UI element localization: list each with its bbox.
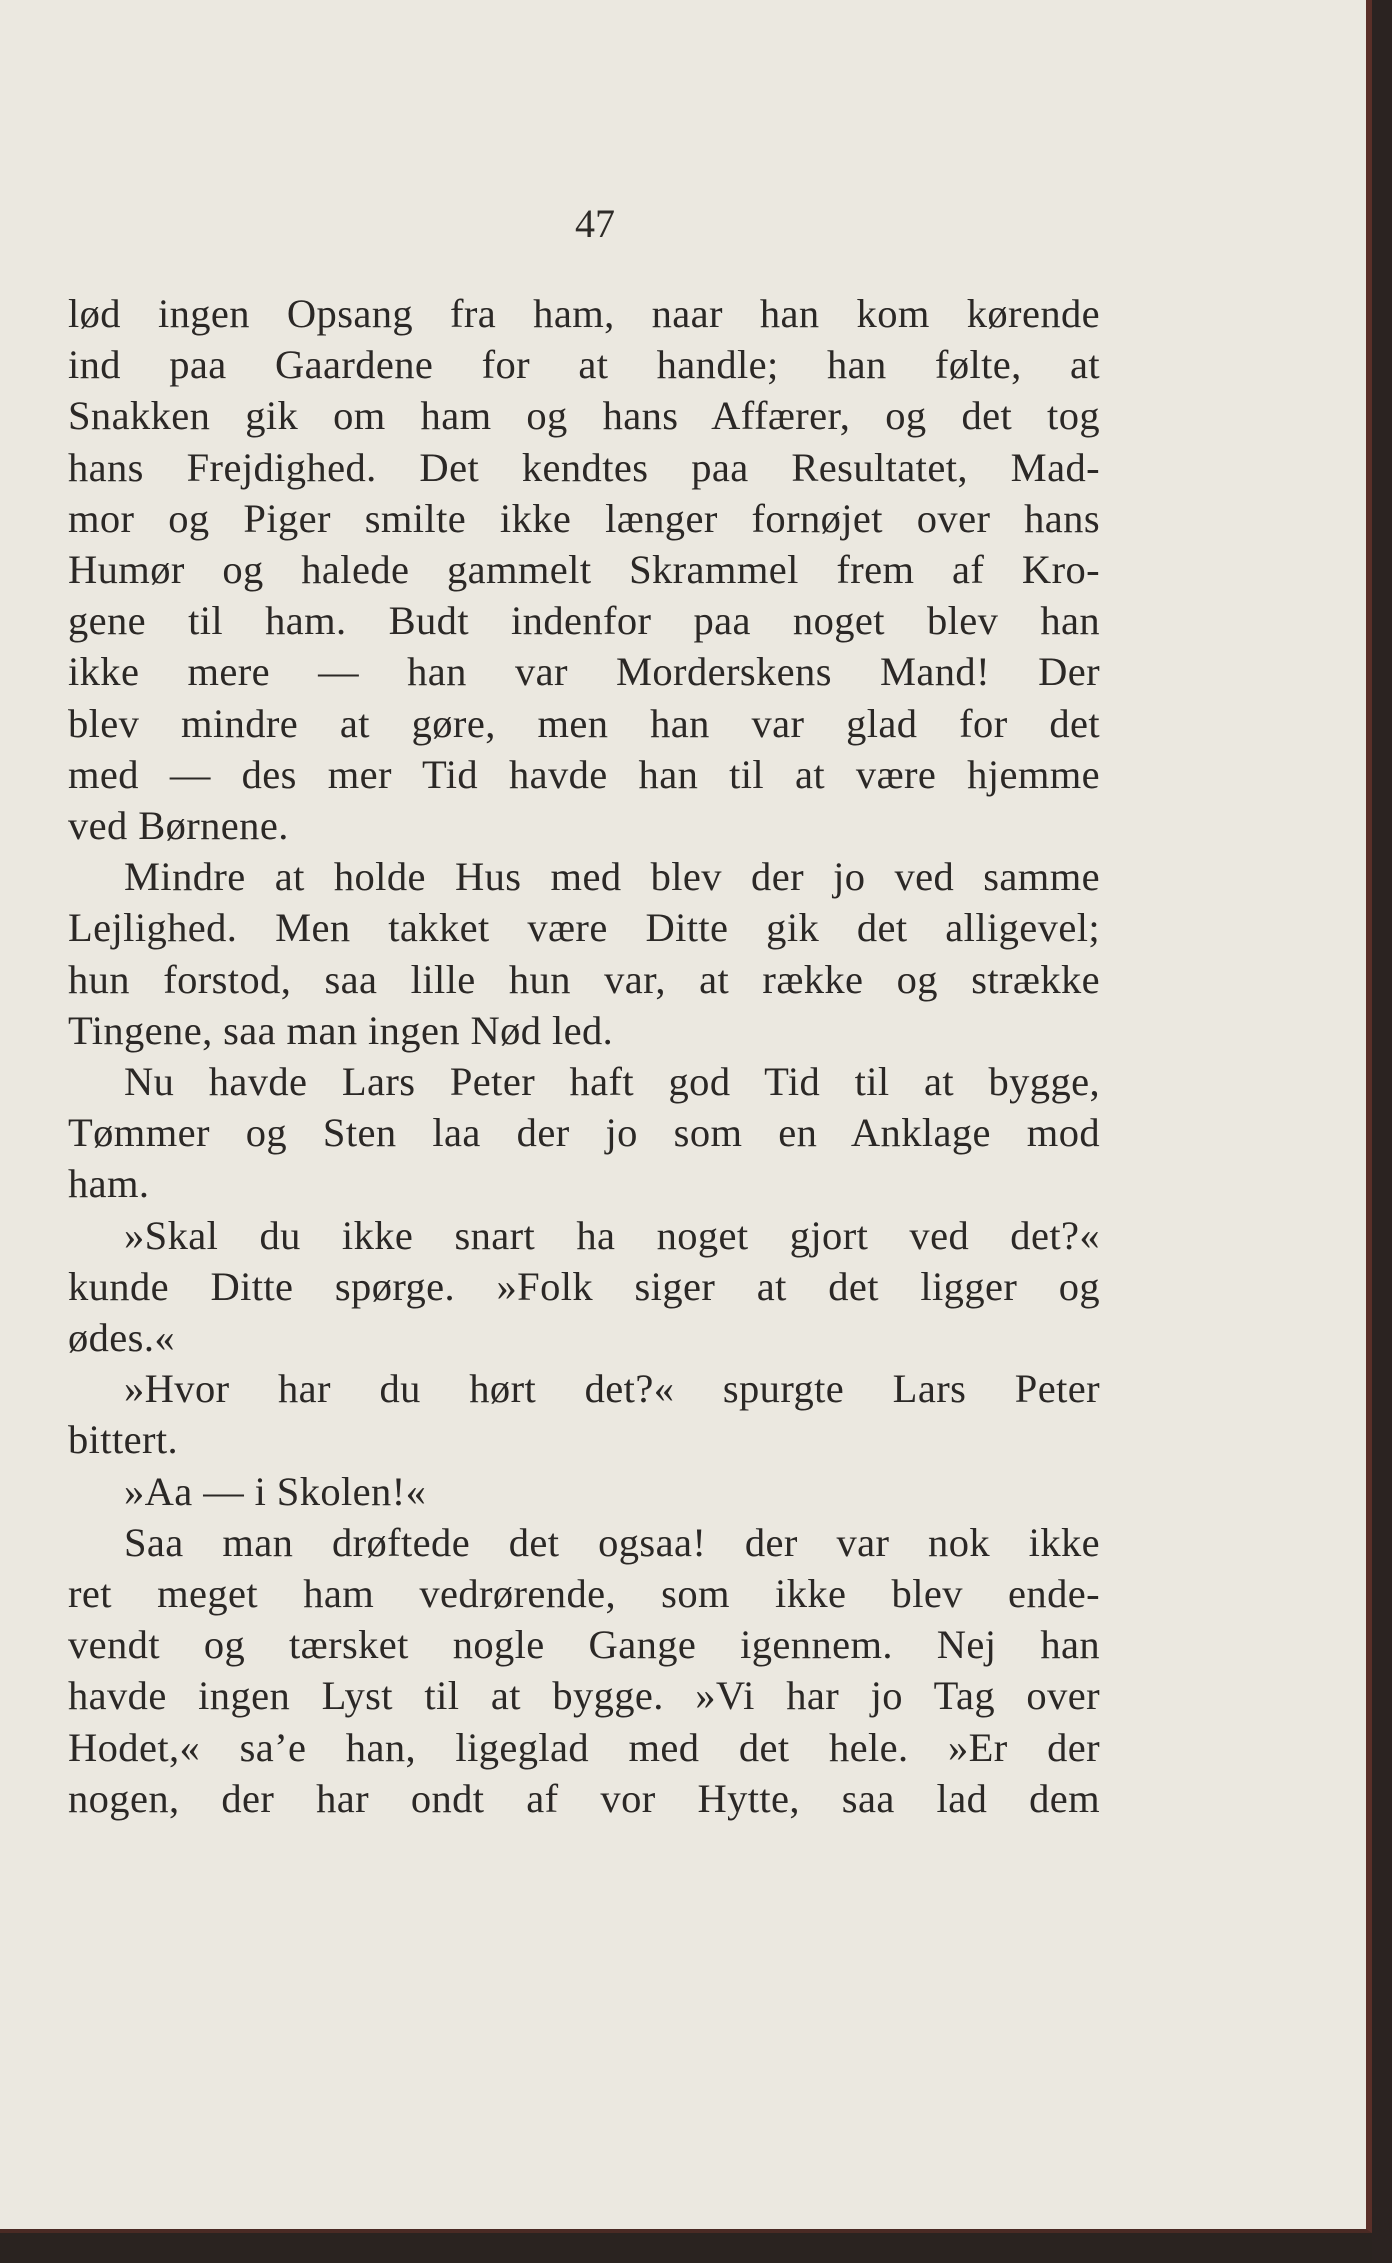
text-line: hans Frejdighed. Det kendtes paa Resultatet, Mad- [68, 444, 1100, 490]
text-line: Tingene, saa man ingen Nød led. [68, 1007, 614, 1053]
body-text [68, 288, 1100, 1824]
text-line: nogen, der har ondt af vor Hytte, saa lad dem [68, 1775, 1100, 1821]
text-line: gene til ham. Budt indenfor paa noget blev han [68, 598, 1100, 644]
text-line: »Skal du ikke snart ha noget gjort ved det?« [124, 1212, 1100, 1258]
book-spine [1372, 0, 1392, 2263]
text-line: »Aa — i Skolen!« [124, 1468, 427, 1514]
text-line: hun forstod, saa lille hun var, at række og strække [68, 956, 1100, 1002]
text-line: ret meget ham vedrørende, som ikke blev ende- [68, 1571, 1100, 1617]
text-line: Humør og halede gammelt Skrammel frem af Kro- [68, 547, 1100, 593]
text-line: lød ingen Opsang fra ham, naar han kom kørende [68, 291, 1100, 336]
text-line: vendt og tærsket nogle Gange igennem. Nej han [68, 1622, 1100, 1668]
text-line: Saa man drøftede det ogsaa! der var nok ikke [124, 1519, 1100, 1565]
text-line: med — des mer Tid havde han til at være hjemme [68, 751, 1100, 797]
text-line: ved Børnene. [68, 803, 289, 849]
text-line: ham. [68, 1161, 150, 1207]
text-line: »Hvor har du hørt det?« spurgte Lars Peter [124, 1366, 1100, 1412]
text-line: mor og Piger smilte ikke længer fornøjet over hans [68, 495, 1100, 541]
text-line: bittert. [68, 1417, 179, 1463]
page-number: 47 [575, 201, 615, 246]
text-line: Lejlighed. Men takket være Ditte gik det alligevel; [68, 905, 1100, 951]
text-line: Tømmer og Sten laa der jo som en Anklage mod [68, 1110, 1100, 1156]
text-line: blev mindre at gøre, men han var glad for det [68, 700, 1100, 746]
text-line: Mindre at holde Hus med blev der jo ved samme [124, 854, 1100, 900]
text-line: ødes.« [68, 1315, 176, 1361]
text-line: ind paa Gaardene for at handle; han følte, at [68, 342, 1100, 388]
text-line: Snakken gik om ham og hans Affærer, og det tog [68, 393, 1100, 439]
text-line: kunde Ditte spørge. »Folk siger at det ligger og [68, 1263, 1100, 1309]
text-line: ikke mere — han var Morderskens Mand! Der [68, 649, 1100, 695]
text-line: Hodet,« sa’e han, ligeglad med det hele. »Er der [68, 1724, 1100, 1770]
text-line: havde ingen Lyst til at bygge. »Vi har jo Tag over [68, 1673, 1100, 1719]
text-line: Nu havde Lars Peter haft god Tid til at bygge, [124, 1059, 1100, 1105]
